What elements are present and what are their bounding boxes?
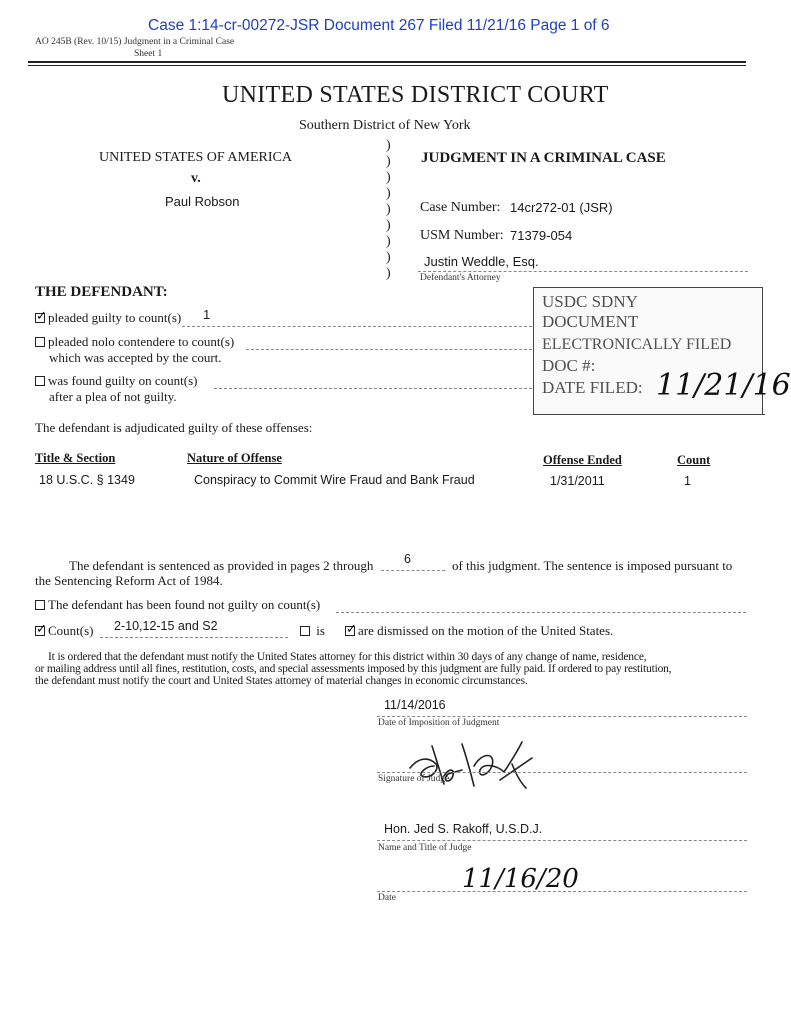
- nolo-row: [35, 334, 234, 350]
- found-guilty-sub: after a plea of not guilty.: [49, 389, 177, 404]
- stamp-line5: DATE FILED:: [542, 378, 643, 397]
- stamp-handwritten-date: 11/21/16: [656, 368, 791, 403]
- sentencing-pages: 6: [404, 552, 411, 566]
- stamp-line2: DOCUMENT: [542, 312, 639, 331]
- row-offense-ended: 1/31/2011: [550, 474, 605, 488]
- col-offense-ended: Offense Ended: [543, 453, 622, 467]
- found-guilty-row: [35, 373, 197, 389]
- sentencing-text-line2: the Sentencing Reform Act of 1984.: [35, 573, 223, 588]
- versus-label: v.: [191, 171, 201, 186]
- case-number-label: Case Number:: [420, 200, 501, 215]
- is-row: [300, 623, 325, 639]
- pleaded-guilty-count: 1: [203, 307, 211, 322]
- not-guilty-checkbox[interactable]: [35, 600, 45, 610]
- adjudicated-text: The defendant is adjudicated guilty of these offenses:: [35, 420, 313, 435]
- are-checkbox[interactable]: [345, 626, 355, 636]
- col-count: Count: [677, 453, 711, 467]
- judgment-title: JUDGMENT IN A CRIMINAL CASE: [421, 150, 666, 166]
- pleaded-guilty-label: pleaded guilty to count(s): [48, 310, 182, 325]
- signature-caption: Signature of Judge: [378, 774, 450, 784]
- is-label: is: [316, 623, 325, 638]
- found-guilty-label: was found guilty on count(s): [48, 373, 198, 388]
- district-name: Southern District of New York: [299, 118, 471, 133]
- row-count: 1: [684, 474, 691, 488]
- notice-line2: or mailing address until all fines, restitution, costs, and special assessments imposed by this judgment are fully paid. If ordered to pay restitution,: [35, 663, 672, 675]
- form-id: AO 245B (Rev. 10/15) Judgment in a Criminal Case: [35, 37, 235, 47]
- date-caption: Date: [378, 893, 396, 903]
- sentencing-text-before: The defendant is sentenced as provided in pages 2 through: [69, 558, 374, 573]
- defendant-name: Paul Robson: [165, 194, 240, 209]
- nolo-checkbox[interactable]: [35, 337, 45, 347]
- found-guilty-checkbox[interactable]: [35, 376, 45, 386]
- case-header: Case 1:14-cr-00272-JSR Document 267 Filed 11/21/16 Page 1 of 6: [148, 17, 610, 34]
- are-label: are dismissed on the motion of the United States.: [358, 623, 614, 638]
- nolo-sub: which was accepted by the court.: [49, 350, 222, 365]
- pleaded-guilty-row: [35, 310, 181, 326]
- counts-row: [35, 623, 94, 639]
- stamp-line3: ELECTRONICALLY FILED: [542, 336, 732, 353]
- court-title: UNITED STATES DISTRICT COURT: [222, 82, 609, 108]
- judge-caption: Name and Title of Judge: [378, 843, 472, 853]
- stamp-line1: USDC SDNY: [542, 292, 638, 311]
- row-nature-offense: Conspiracy to Commit Wire Fraud and Bank Fraud: [194, 473, 475, 487]
- imposition-caption: Date of Imposition of Judgment: [378, 718, 500, 728]
- imposition-date: 11/14/2016: [384, 698, 446, 712]
- not-guilty-row: [35, 597, 320, 613]
- judge-name: Hon. Jed S. Rakoff, U.S.D.J.: [384, 822, 543, 836]
- attorney-caption: Defendant's Attorney: [420, 273, 501, 283]
- handwritten-date: 11/16/20: [462, 864, 579, 894]
- counts-value: 2-10,12-15 and S2: [114, 619, 218, 633]
- sentencing-text-after: of this judgment. The sentence is imposed pursuant to: [452, 558, 733, 573]
- is-checkbox[interactable]: [300, 626, 310, 636]
- row-title-section: 18 U.S.C. § 1349: [39, 473, 135, 487]
- notice-line3: the defendant must notify the court and United States attorney of material changes in economic circumstances.: [35, 675, 528, 687]
- usm-number: 71379-054: [510, 228, 573, 243]
- usm-number-label: USM Number:: [420, 228, 504, 243]
- pleaded-guilty-checkbox[interactable]: [35, 313, 45, 323]
- col-nature-offense: Nature of Offense: [187, 451, 282, 465]
- nolo-label: pleaded nolo contendere to count(s): [48, 334, 235, 349]
- plaintiff-name: UNITED STATES OF AMERICA: [99, 150, 292, 165]
- case-number: 14cr272-01 (JSR): [510, 200, 613, 215]
- filing-stamp: [533, 287, 791, 415]
- col-title-section: Title & Section: [35, 451, 116, 465]
- defendant-heading: THE DEFENDANT:: [35, 284, 168, 300]
- judge-signature: [400, 736, 540, 794]
- stamp-line4: DOC #:: [542, 356, 596, 375]
- sheet-label: Sheet 1: [134, 49, 163, 59]
- not-guilty-label: The defendant has been found not guilty on count(s): [48, 597, 321, 612]
- counts-label: Count(s): [48, 623, 94, 638]
- counts-checkbox[interactable]: [35, 626, 45, 636]
- notice-line1: It is ordered that the defendant must notify the United States attorney for this district within 30 days of any change of name, residence,: [48, 651, 647, 663]
- are-row: [345, 623, 613, 639]
- attorney-name: Justin Weddle, Esq.: [424, 254, 539, 269]
